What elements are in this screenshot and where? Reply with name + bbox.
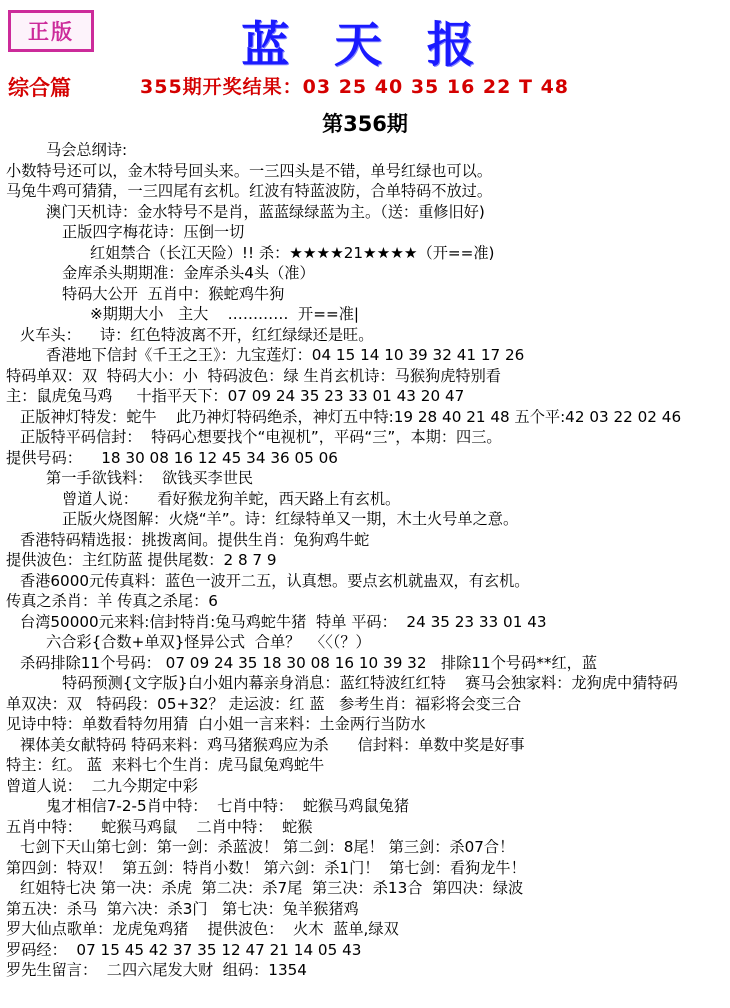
body-line: 正版特平码信封： 特码心想要找个“电视机”，平码“三”，本期：四三。	[20, 428, 502, 446]
body-line: 香港6000元传真料：蓝色一波开二五，认真想。要点玄机就蛊双，有玄机。	[20, 571, 530, 590]
body-line: 第五决：杀马 第六决：杀3门 第七决：兔羊猴猪鸡	[6, 899, 359, 918]
body-line: 罗大仙点歌单：龙虎兔鸡猪 提供波色： 火木 蓝单,绿双	[6, 920, 399, 938]
subheader-row	[0, 70, 730, 104]
body-line: 曾道人说： 二九今期定中彩	[6, 776, 198, 795]
section-tag: 综合篇	[8, 76, 71, 100]
body-line: 特码大公开 五肖中：猴蛇鸡牛狗	[62, 284, 285, 303]
issue-number: 第356期	[322, 112, 408, 136]
body-line: 红姐特七决 第一决：杀虎 第二决：杀7尾 第三决：杀13合 第四决：绿波	[20, 879, 524, 897]
page-title: 蓝 天 报	[241, 17, 489, 73]
body-line: 传真之杀肖：羊 传真之杀尾：6	[6, 592, 218, 610]
body-line: 红姐禁合（长江天险）!! 杀：★★★★21★★★★（开==准)	[90, 243, 495, 262]
authenticity-stamp: 正版	[8, 10, 94, 52]
body-line: 香港特码精选报：挑拨离间。提供生肖：兔狗鸡牛蛇	[20, 530, 370, 549]
body-line: 火车头： 诗：红色特波离不开，红红绿绿还是旺。	[20, 325, 374, 344]
body-line: 主：鼠虎兔马鸡 十指平天下：07 09 24 35 23 33 01 43 20 47	[6, 387, 465, 405]
previous-draw-result: 355期开奖结果：03 25 40 35 16 22 T 48	[140, 76, 570, 98]
article-body	[0, 140, 730, 981]
body-line: 小数特号还可以，金木特号回头来。一三四头是不错，单号红绿也可以。	[6, 161, 492, 180]
body-line: 裸体美女献特码 特码来料：鸡马猪猴鸡应为杀 信封料：单数中奖是好事	[20, 735, 525, 754]
body-line: 正版神灯特发：蛇牛 此乃神灯特码绝杀，神灯五中特:19 28 40 21 48 五个平:42 03 22 02 46	[20, 407, 682, 426]
body-line: 第一手欲钱料： 欲钱买李世民	[46, 469, 254, 487]
body-line: 罗先生留言： 二四六尾发大财 组码：1354	[6, 961, 307, 979]
body-line: 特码单双：双 特码大小：小 特码波色：绿 生肖玄机诗：马猴狗虎特别看	[6, 366, 501, 385]
body-line: 第四剑：特双！ 第五剑：特肖小数！ 第六剑：杀1门！ 第七剑：看狗龙牛！	[6, 858, 526, 877]
body-line: 正版火烧图解：火烧“羊”。诗：红绿特单又一期，木土火号单之意。	[62, 510, 519, 528]
body-line: 特主：红。 蓝 来料七个生肖：虎马鼠兔鸡蛇牛	[6, 756, 325, 774]
body-line: 单双决：双 特码段：05+32？ 走运波：红 蓝 参考生肖：福彩将会变三合	[6, 694, 522, 713]
body-line: ※期期大小 主大 ………… 开==准|	[90, 305, 359, 323]
body-line: 鬼才相信7-2-5肖中特： 七肖中特： 蛇猴马鸡鼠兔猪	[46, 797, 410, 815]
body-line: 台湾50000元来料:信封特肖:兔马鸡蛇牛猪 特单 平码： 24 35 23 33 01 43	[20, 612, 547, 631]
body-line: 金库杀头期期准：金库杀头4头（准）	[62, 264, 315, 282]
body-line: 罗码经： 07 15 45 42 37 35 12 47 21 14 05 43	[6, 940, 362, 959]
body-line: 香港地下信封《千王之王》：九宝莲灯：04 15 14 10 39 32 41 17 26	[46, 346, 525, 364]
body-line: 马兔牛鸡可猜猜，一三四尾有玄机。红波有特蓝波防，合单特码不放过。	[6, 182, 492, 200]
body-line: 曾道人说： 看好猴龙狗羊蛇，西天路上有玄机。	[62, 489, 401, 508]
body-line: 七剑下天山第七剑：第一剑：杀蓝波！ 第二剑：8尾！ 第三剑：杀07合！	[20, 838, 515, 856]
body-line: 正版四字梅花诗：压倒一切	[62, 223, 245, 241]
body-line: 杀码排除11个号码： 07 09 24 35 18 30 08 16 10 39 32 排除11个号码**红，蓝	[20, 653, 598, 672]
body-line: 见诗中特：单数看特勿用猜 白小姐一言来料：土金两行当防水	[6, 715, 426, 733]
body-line: 澳门天机诗：金水特号不是肖，蓝蓝绿绿蓝为主。（送：重修旧好)	[46, 202, 485, 221]
body-line: 提供号码： 18 30 08 16 12 45 34 36 05 06	[6, 448, 338, 467]
body-line: 马会总纲诗:	[46, 141, 128, 159]
body-line: 提供波色：主红防蓝 提供尾数：2 8 7 9	[6, 551, 277, 569]
page-header	[0, 0, 730, 73]
body-line: 特码预测{文字版}白小姐内幕亲身消息：蓝红特波红红特 赛马会独家料：龙狗虎中猜特码	[62, 674, 678, 692]
body-line: 六合彩{合数+单双}怪异公式 合单？ 〈〈（？）	[46, 633, 371, 651]
body-line: 五肖中特： 蛇猴马鸡鼠 二肖中特： 蛇猴	[6, 817, 313, 836]
